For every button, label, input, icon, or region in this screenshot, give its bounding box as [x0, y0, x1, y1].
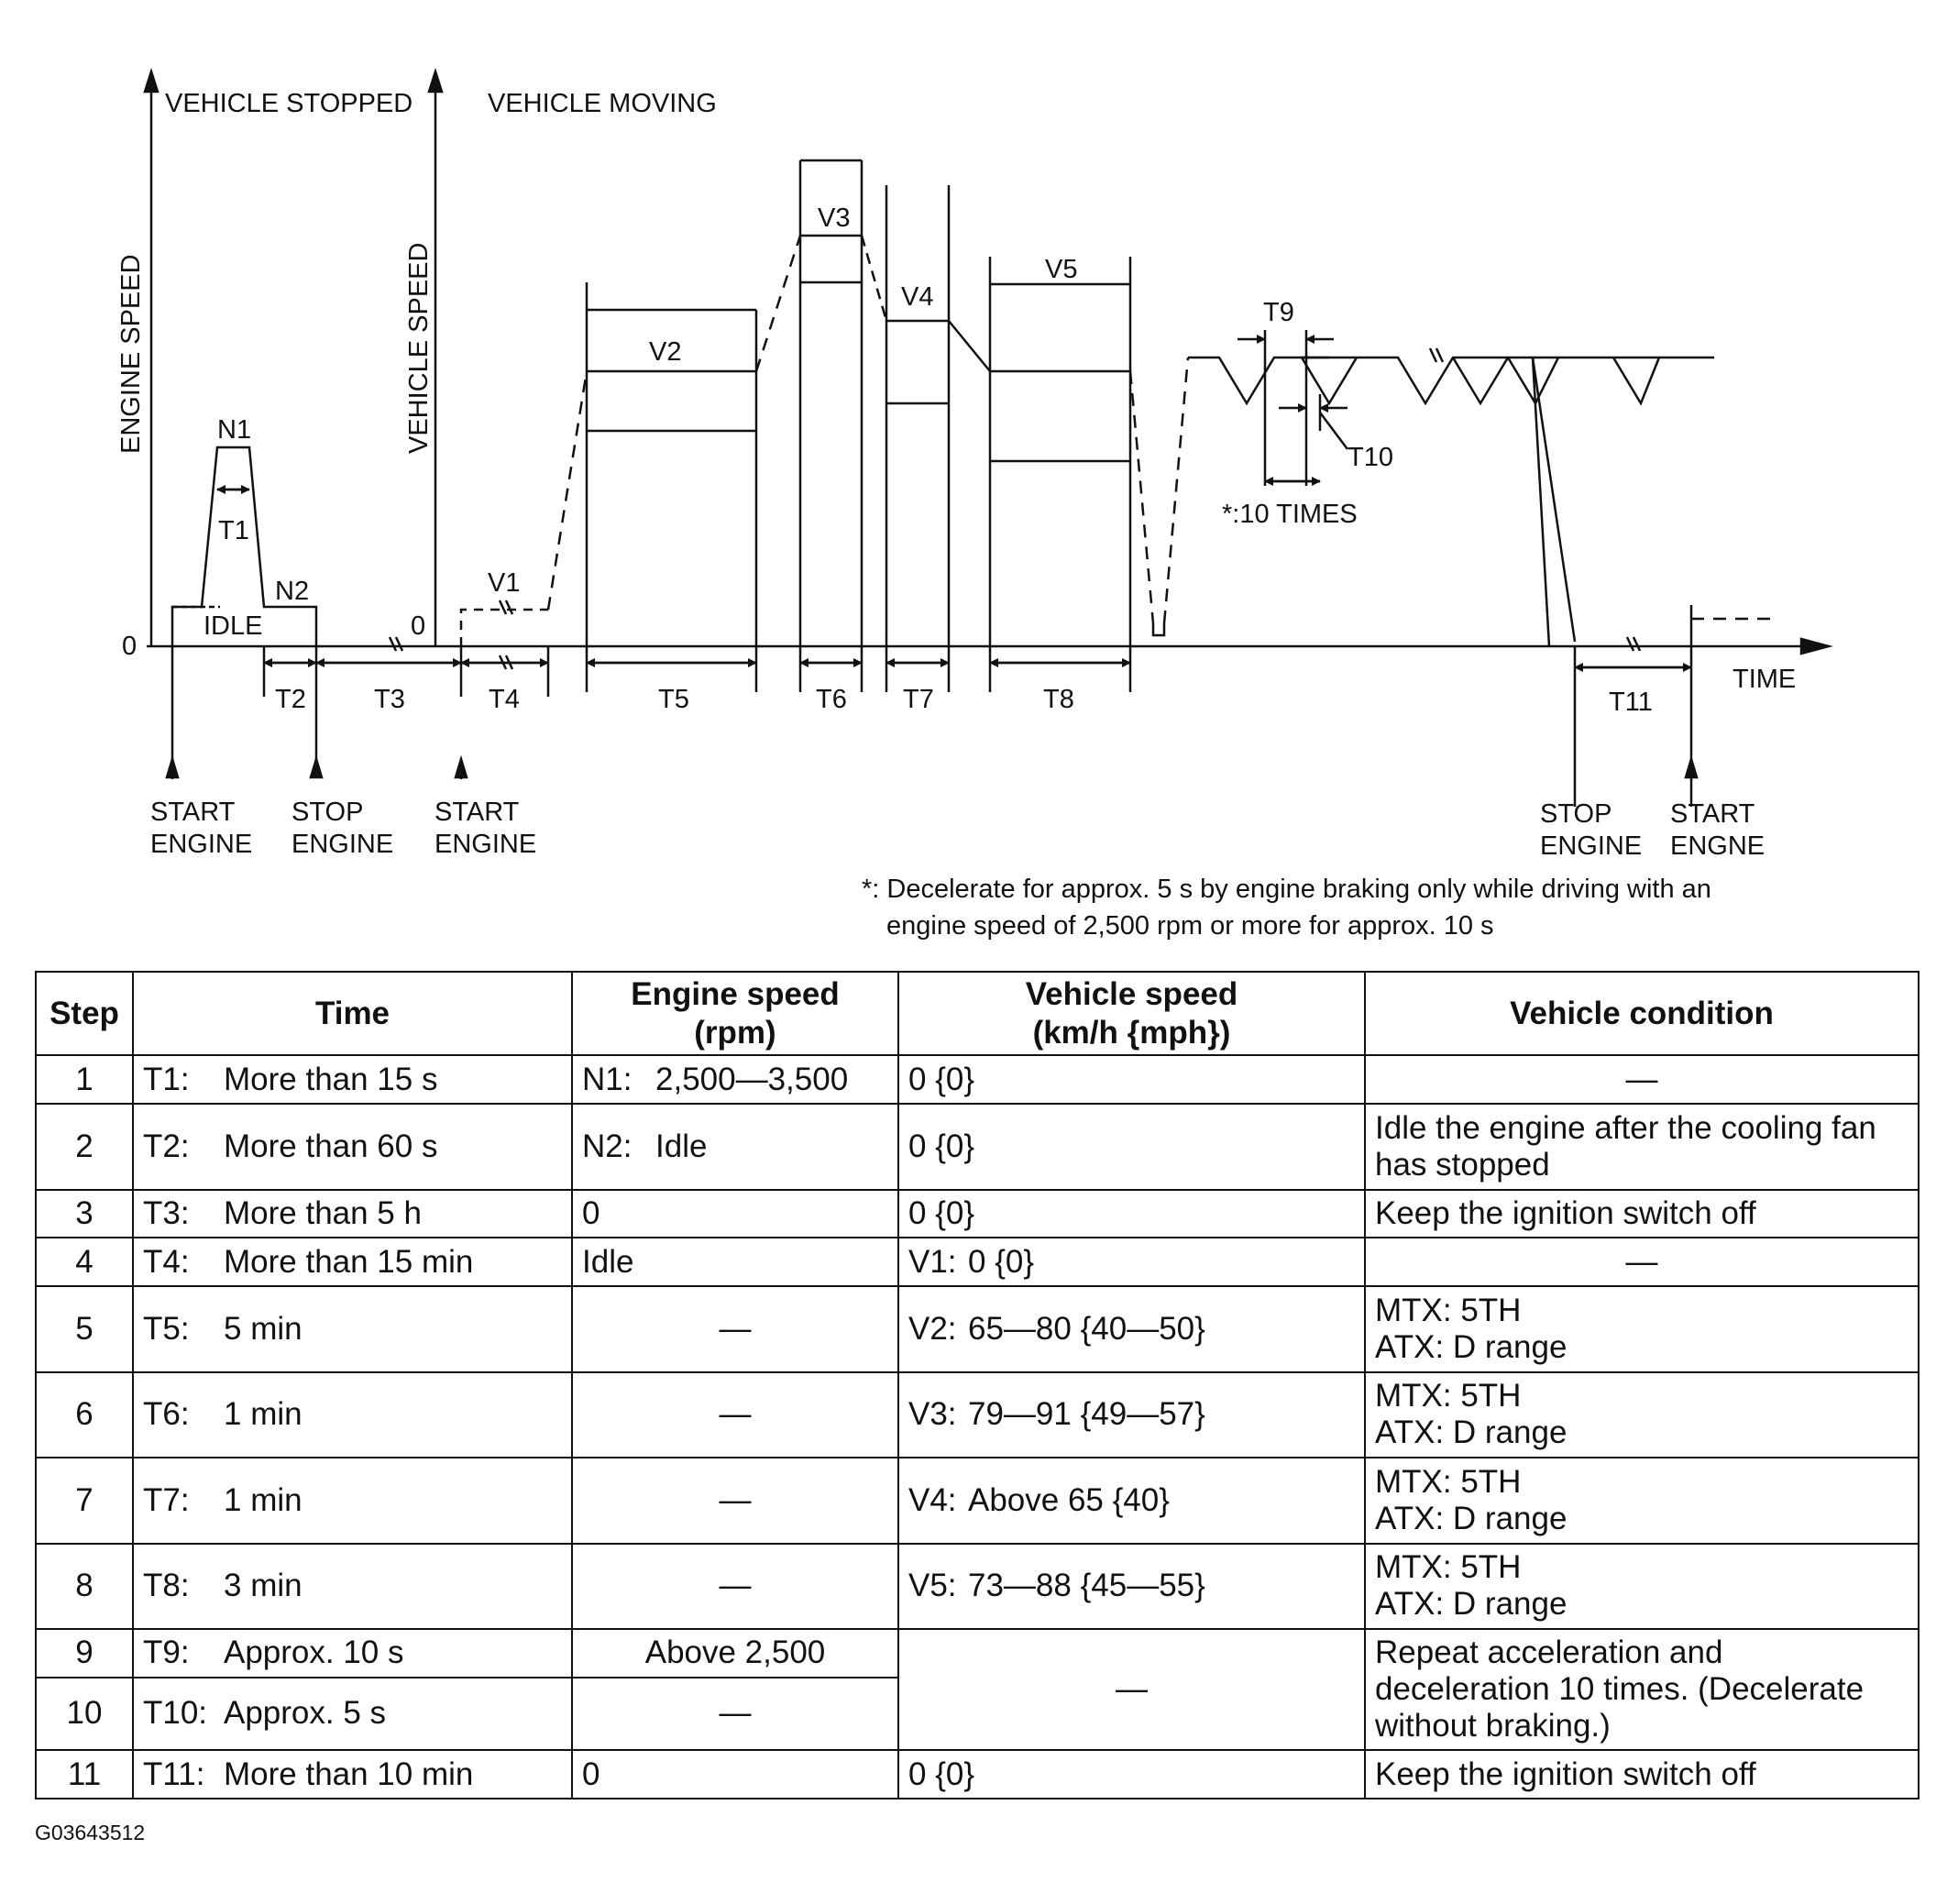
- v3-label: V3: [818, 204, 851, 233]
- v5-label: V5: [1045, 255, 1078, 284]
- table-row: 11 T11: More than 10 min 0 0 {0} Keep the ignition switch off: [36, 1750, 1919, 1799]
- ten-times-label: *:10 TIMES: [1222, 500, 1358, 529]
- table-row: 2 T2: More than 60 s N2: Idle 0 {0} Idle the engine after the cooling fan has stopped: [36, 1104, 1919, 1189]
- header-engine-speed: Engine speed (rpm): [572, 972, 898, 1055]
- v2-label: V2: [649, 337, 682, 367]
- header-vehicle-speed: Vehicle speed (km/h {mph}): [898, 972, 1365, 1055]
- t9-label: T9: [1263, 298, 1294, 327]
- drive-cycle-table: [35, 971, 1920, 1799]
- start-engine-3a: START: [1670, 799, 1755, 829]
- time-axis-label: TIME: [1732, 665, 1797, 694]
- n1-label: N1: [217, 415, 252, 445]
- vehicle-speed-axis-label: VEHICLE SPEED: [404, 242, 434, 454]
- idle-label: IDLE: [204, 611, 263, 641]
- start-engine-1b: ENGINE: [150, 830, 253, 859]
- table-row: 3 T3: More than 5 h 0 0 {0} Keep the ignition switch off: [36, 1190, 1919, 1238]
- figure-code: G03643512: [35, 1821, 146, 1844]
- footnote-line-1: *: Decelerate for approx. 5 s by engine braking only while driving with an: [862, 875, 1711, 904]
- start-engine-2b: ENGINE: [434, 830, 537, 859]
- stop-engine-1b: ENGINE: [292, 830, 394, 859]
- v1-label: V1: [488, 568, 521, 598]
- start-engine-3b: ENGNE: [1670, 831, 1766, 861]
- table-row: 1 T1: More than 15 s N1: 2,500—3,500 0 {0} —: [36, 1055, 1919, 1104]
- table-row: 10 T10: Approx. 5 s —: [36, 1678, 1919, 1750]
- table-row: 9 T9: Approx. 10 s Above 2,500 — Repeat acceleration and deceleration 10 times. (Decelerate without braking.): [36, 1629, 1919, 1678]
- vehicle-stopped-label: VEHICLE STOPPED: [165, 89, 413, 118]
- header-vehicle-condition: Vehicle condition: [1365, 972, 1919, 1055]
- table-row: 6 T6: 1 min — V3: 79—91 {49—57} MTX: 5TH ATX: D range: [36, 1372, 1919, 1458]
- t10-label: T10: [1348, 443, 1393, 472]
- table-row: 5 T5: 5 min — V2: 65—80 {40—50} MTX: 5TH ATX: D range: [36, 1286, 1919, 1371]
- n2-label: N2: [275, 577, 310, 606]
- stop-engine-2a: STOP: [1540, 799, 1612, 829]
- table-row: 7 T7: 1 min — V4: Above 65 {40} MTX: 5TH ATX: D range: [36, 1458, 1919, 1543]
- t7-label: T7: [903, 685, 934, 714]
- header-step: Step: [36, 972, 133, 1055]
- t3-label: T3: [374, 685, 405, 714]
- stop-engine-1a: STOP: [292, 798, 364, 827]
- footnote-line-2: engine speed of 2,500 rpm or more for approx. 10 s: [886, 911, 1494, 941]
- t1-label: T1: [218, 516, 249, 545]
- v4-label: V4: [901, 282, 934, 312]
- v1-level: [461, 610, 548, 646]
- accel-decel-cycles: [1188, 358, 1714, 403]
- zero-left: 0: [122, 632, 138, 661]
- header-time: Time: [133, 972, 572, 1055]
- t5-label: T5: [658, 685, 689, 714]
- stop-engine-2b: ENGINE: [1540, 831, 1643, 861]
- table-row: 4 T4: More than 15 min Idle V1: 0 {0} —: [36, 1238, 1919, 1286]
- start-engine-2a: START: [434, 798, 520, 827]
- t4-label: T4: [489, 685, 520, 714]
- t2-label: T2: [275, 685, 306, 714]
- table-header-row: [36, 972, 1919, 1055]
- vehicle-moving-label: VEHICLE MOVING: [488, 89, 717, 118]
- start-engine-1a: START: [150, 798, 236, 827]
- t11-label: T11: [1609, 688, 1653, 717]
- t8-label: T8: [1043, 685, 1074, 714]
- table-row: 8 T8: 3 min — V5: 73—88 {45—55} MTX: 5TH ATX: D range: [36, 1544, 1919, 1629]
- zero-mid: 0: [411, 611, 426, 641]
- t6-label: T6: [816, 685, 847, 714]
- footnote: [862, 871, 1852, 944]
- engine-speed-axis-label: ENGINE SPEED: [116, 254, 146, 454]
